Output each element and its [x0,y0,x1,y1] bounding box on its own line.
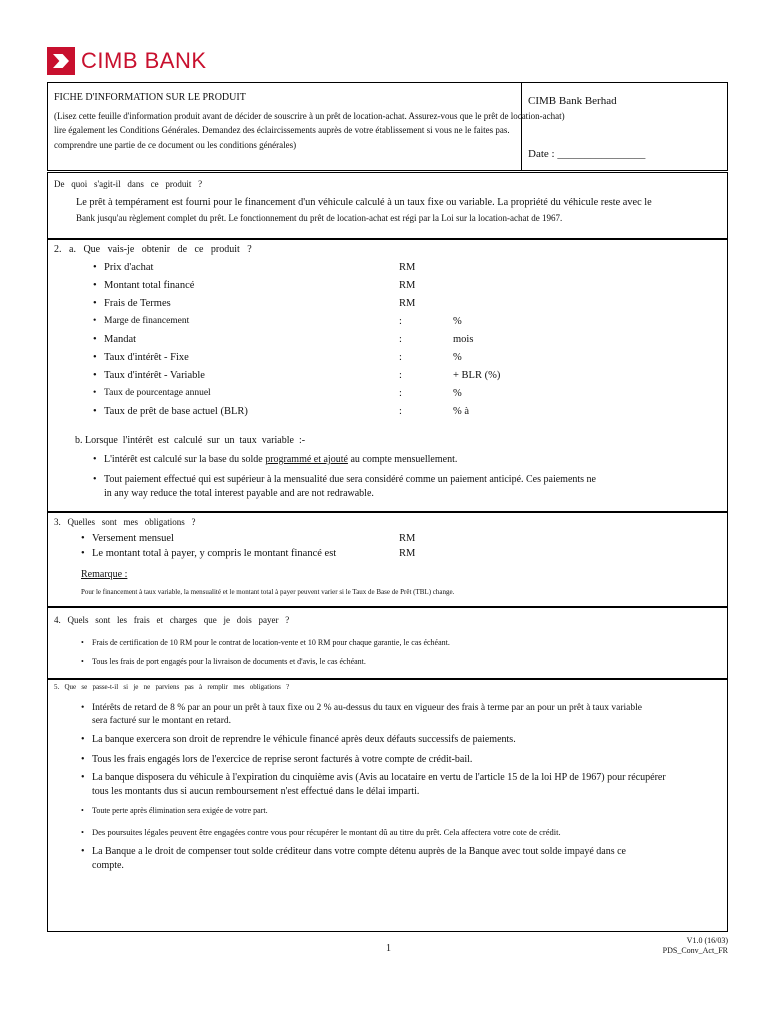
header-box [47,82,728,171]
section-3 [47,512,728,607]
page-number: 1 [386,943,391,954]
item-unit: mois [453,334,474,345]
item-sep: : [399,370,402,381]
section-4 [47,607,728,679]
item-sep: RM [399,262,416,273]
default-item-7: • La Banque a le droit de compenser tout solde créditeur dans votre compte détenu auprès de la Banque avec tout solde impayé dans ce [92,846,626,857]
item-label: • Taux de pourcentage annuel [104,388,211,398]
item-label: • Taux de prêt de base actuel (BLR) [104,406,248,417]
default-item-7-cont: compte. [92,860,124,871]
item-label: • Prix d'achat [104,262,153,273]
monthly-payment-rm: RM [399,533,416,544]
section-5 [47,679,728,932]
section-1-text-2: Bank jusqu'au règlement complet du prêt. Le fonctionnement du prêt de location-achat est régi par la Loi sur la location-achat de 1967. [76,213,563,223]
default-item-1: • Intérêts de retard de 8 % par an pour un prêt à taux fixe ou 2 % au-dessus du taux en vigueur des frais à terme par an pour un prêt à taux variable [92,703,642,713]
default-item-1-cont: sera facturé sur le montant en retard. [92,716,232,726]
default-item-4-cont: tous les montants dus si aucun remboursement n'est effectué dans le délai imparti. [92,786,420,797]
remark-text: Pour le financement à taux variable, la mensualité et le montant total à payer peuvent varier si le Taux de Base de Prêt (TBL) change. [81,588,455,596]
item-sep: : [399,406,402,417]
version: V1.0 (16/03) [686,936,728,945]
monthly-payment-label: • Versement mensuel [92,533,174,544]
item-sep: : [399,316,402,327]
section-2b-item-2-cont: in any way reduce the total interest payable and are not redrawable. [104,488,374,499]
item-label: • Mandat [104,334,136,345]
remark-title-text: Remarque : [81,569,128,580]
underlined-text: programmé et ajouté [265,454,348,465]
item-unit: % [453,352,462,363]
item-sep: : [399,388,402,399]
fee-item-2: • Tous les frais de port engagés pour la livraison de documents et d'avis, le cas échéant. [92,657,366,666]
section-5-question: 5. Que se passe-t-il si je ne parviens pas à remplir mes obligations ? [54,683,290,691]
total-payable-rm: RM [399,548,416,559]
item-sep: RM [399,280,416,291]
item-unit: % à [453,406,470,417]
item-unit: + BLR (%) [453,370,501,381]
default-item-2: • La banque exercera son droit de reprendre le véhicule financé après deux défauts successifs de paiements. [92,734,516,745]
item-sep: : [399,334,402,345]
section-1 [47,172,728,239]
product-sheet-title: FICHE D'INFORMATION SUR LE PRODUIT [54,92,246,103]
default-item-4: • La banque disposera du véhicule à l'expiration du cinquième avis (Avis au locataire en vertu de l'article 15 de la loi HP de 1967) pour récupérer [92,772,666,783]
fee-item-1: • Frais de certification de 10 RM pour le contrat de location-vente et 10 RM pour chaque garantie, le cas échéant. [92,638,450,647]
item-sep: RM [399,298,416,309]
cimb-logo-icon [47,47,75,75]
section-1-question: De quoi s'agit-il dans ce produit ? [54,179,203,189]
text: au compte mensuellement. [347,454,458,465]
intro-line-2: lire également les Conditions Générales. Demandez des éclaircissements auprès de votre établissement si vous ne le faites pas. [54,125,510,135]
text: L'intérêt est calculé sur la base du solde [104,454,266,465]
item-label: • Taux d'intérêt - Variable [104,370,205,381]
item-sep: : [399,352,402,363]
item-label: • Montant total financé [104,280,194,291]
section-2 [47,239,728,512]
item-label: • Taux d'intérêt - Fixe [104,352,189,363]
remark-title [81,569,127,580]
item-unit: % [453,316,462,327]
item-label: • Frais de Termes [104,298,171,309]
header-divider [521,83,522,170]
section-1-text-1: Le prêt à tempérament est fourni pour le financement d'un véhicule calculé à un taux fixe ou variable. La propriété du véhicule reste avec le [76,197,652,208]
default-item-5: • Toute perte après élimination sera exigée de votre part. [92,806,268,815]
section-2-question: 2. a. Que vais-je obtenir de ce produit ? [54,244,252,255]
total-payable-label: • Le montant total à payer, y compris le montant financé est [92,548,336,559]
section-3-question: 3. Quelles sont mes obligations ? [54,517,196,527]
section-2b-item-2: • Tout paiement effectué qui est supérieur à la mensualité due sera considéré comme un paiement anticipé. Ces paiements ne [104,474,596,485]
section-4-question: 4. Quels sont les frais et charges que je dois payer ? [54,615,290,625]
date-field[interactable]: Date : ________________ [528,148,646,160]
default-item-6: • Des poursuites légales peuvent être engagées contre vous pour récupérer le montant dû au titre du prêt. Cela affectera votre cote de crédit. [92,827,561,837]
default-item-3: • Tous les frais engagés lors de l'exercice de reprise seront facturés à votre compte de crédit-bail. [92,754,472,765]
document-code: PDS_Conv_Act_FR [662,946,728,955]
logo-text: CIMB BANK [81,48,207,73]
intro-line-1: (Lisez cette feuille d'information produit avant de décider de souscrire à un prêt de location-achat. Assurez-vous que le prêt de location-achat) [54,111,565,121]
item-label: • Marge de financement [104,316,189,326]
cimb-bank-logo [47,47,207,75]
bank-name: CIMB Bank Berhad [528,95,617,107]
intro-line-3: comprendre une partie de ce document ou les conditions générales) [54,140,297,150]
section-2b-title: b. Lorsque l'intérêt est calculé sur un taux variable :- [75,435,306,446]
section-2b-item-1 [104,454,457,465]
item-unit: % [453,388,462,399]
